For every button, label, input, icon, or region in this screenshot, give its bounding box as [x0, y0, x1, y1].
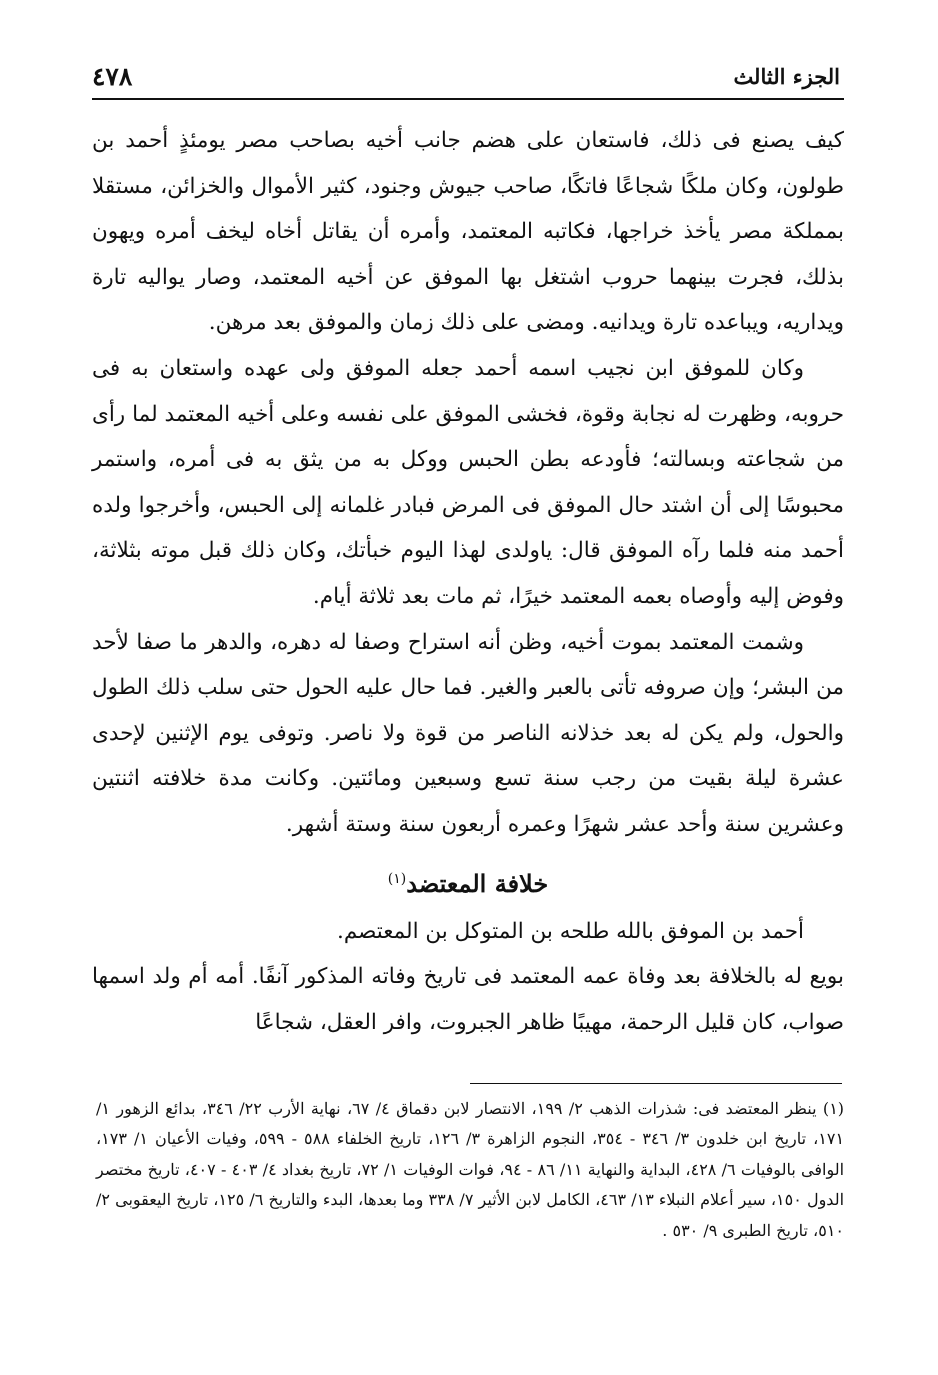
footnote-marker: (١)	[387, 870, 407, 887]
paragraph-2: وكان للموفق ابن نجيب اسمه أحمد جعله الموفق ولى عهده واستعان به فى حروبه، وظهرت له نجابة وقوة، فخشى الموفق على نفسه وعلى أخيه المعتمد لما رأى من شجاعته وبسالته؛ فأودعه بطن الحبس ووكل به من يثق به فى أمره، واستمر محبوسًا إلى أن اشتد حال الموفق فى المرض فبادر غلمانه إلى الحبس، وأخرجوا ولده أحمد منه فلما رآه الموفق قال: ياولدى لهذا اليوم خبأتك، وكان ذلك قبل موته بثلاثة، وفوض إليه وأوصاه بعمه المعتمد خيرًا، ثم مات بعد ثلاثة أيام.	[92, 355, 844, 609]
running-title: الجزء الثالث	[733, 64, 840, 89]
page-header	[92, 52, 840, 92]
footnote-divider	[470, 1083, 842, 1084]
header-divider	[92, 98, 844, 100]
main-text	[92, 118, 844, 1045]
page-number: ٤٧٨	[92, 62, 133, 91]
paragraph-5: بويع له بالخلافة بعد وفاة عمه المعتمد فى تاريخ وفاته المذكور آنفًا. أمه أم ولد اسمها صواب، كان قليل الرحمة، مهيبًا ظاهر الجبروت، وافر العقل، شجاعًا	[92, 964, 844, 1035]
paragraph-3: وشمت المعتمد بموت أخيه، وظن أنه استراح وصفا له دهره، والدهر ما صفا لأحد من البشر؛ وإن صروفه تأتى بالعبر والغير. فما حال عليه الحول حتى سلب ذلك الطول والحول، ولم يكن له بعد خذلانه الناصر من قوة ولا ناصر. وتوفى يوم الإثنين لإحدى عشرة ليلة بقيت من رجب سنة تسع وسبعين ومائتين. وكانت مدة خلافته اثنتين وعشرين سنة وأحد عشر شهرًا وعمره أربعون سنة وستة أشهر.	[92, 629, 844, 837]
footnote-1: (١) ينظر المعتضد فى: شذرات الذهب ٢/ ١٩٩، الانتصار لابن دقماق ٤/ ٦٧، نهاية الأرب ٢٢/ ٣٤٦، بدائع الزهور ١/ ١٧١، تاريخ ابن خلدون ٣/ ٣٤٦ - ٣٥٤، النجوم الزاهرة ٣/ ١٢٦، تاريخ الخلفاء ٥٨٨ - ٥٩٩، وفيات الأعيان ١/ ١٧٣، الوافى بالوفيات ٦/ ٤٢٨، البداية والنهاية ١١/ ٨٦ - ٩٤، فوات الوفيات ١/ ٧٢، تاريخ بغداد ٤/ ٤٠٣ - ٤٠٧، تاريخ مختصر الدول ١٥٠، سير أعلام النبلاء ١٣/ ٤٦٣، الكامل لابن الأثير ٧/ ٣٣٨ وما بعدها، البدء والتاريخ ٦/ ١٢٥، تاريخ اليعقوبى ٢/ ٥١٠، تاريخ الطبرى ٩/ ٥٣٠ .	[96, 1099, 845, 1240]
section-heading-text: خلافة المعتضد	[406, 868, 549, 898]
section-heading	[92, 854, 844, 909]
footnotes	[96, 1094, 844, 1246]
paragraph-1: كيف يصنع فى ذلك، فاستعان على هضم جانب أخيه بصاحب مصر يومئذٍ أحمد بن طولون، وكان ملكًا شجاعًا فاتكًا، صاحب جيوش وجنود، كثير الأموال والخزائن، مستقلا بمملكة مصر يأخذ خراجها، فكاتبه المعتمد، وأمره أن يقاتل أخاه ليخف أمره ويهون بذلك، فجرت بينهما حروب اشتغل بها الموفق عن أخيه المعتمد، وصار يواليه تارة ويداريه، ويباعده تارة ويدانيه. ومضى على ذلك زمان والموفق بعد مرهن.	[92, 128, 844, 336]
paragraph-4: أحمد بن الموفق بالله طلحه بن المتوكل بن المعتصم.	[336, 918, 804, 944]
